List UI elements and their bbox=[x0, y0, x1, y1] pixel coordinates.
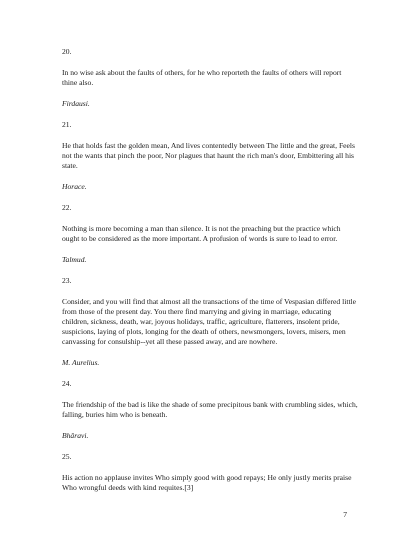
quote-text: Consider, and you will find that almost all the transactions of the time of Vespasian differed little from those of the present day. You there find marrying and giving in marriage, educating children, sickness, death, war, joyous holidays, traffic, agriculture, flatterers, insolent pride, suspicions, laying of plots, longing for the death of others, newsmongers, lovers, misers, men canvassing for consulship--yet all these passed away, and are nowhere. bbox=[62, 297, 357, 346]
quote-text: Nothing is more becoming a man than silence. It is not the preaching but the practice which ought to be considered as the more important. A profusion of words is sure to lead to error. bbox=[62, 224, 341, 243]
quote-text: He that holds fast the golden mean, And lives contentedly between The little and the great, Feels not the wants that pinch the poor, Nor plagues that haunt the rich man's door, Embittering all his state. bbox=[62, 141, 355, 170]
entry-number: 24. bbox=[62, 379, 72, 388]
quote-author: M. Aurelius. bbox=[62, 358, 100, 367]
page-number: 7 bbox=[343, 510, 347, 519]
entry-number: 21. bbox=[62, 120, 72, 129]
entry-number: 25. bbox=[62, 452, 72, 461]
quote-author: Firdausi. bbox=[62, 99, 90, 108]
quote-text: The friendship of the bad is like the shade of some precipitous bank with crumbling sides, which, falling, buries him who is beneath. bbox=[62, 400, 358, 419]
document-page bbox=[62, 47, 358, 504]
quote-entry-25 bbox=[62, 452, 358, 493]
quote-author: Talmud. bbox=[62, 255, 87, 264]
quote-entry-21 bbox=[62, 120, 358, 192]
quote-entry-22 bbox=[62, 203, 358, 265]
quote-entry-24 bbox=[62, 379, 358, 441]
quote-entry-20 bbox=[62, 47, 358, 109]
quote-text: In no wise ask about the faults of others, for he who reporteth the faults of others will report thine also. bbox=[62, 68, 342, 87]
entry-number: 23. bbox=[62, 276, 72, 285]
quote-text: His action no applause invites Who simply good with good repays; He only justly merits praise Who wrongful deeds with kind requites.[3] bbox=[62, 473, 352, 492]
quote-author: Horace. bbox=[62, 182, 87, 191]
quote-entry-23 bbox=[62, 276, 358, 368]
entry-number: 20. bbox=[62, 47, 72, 56]
entry-number: 22. bbox=[62, 203, 72, 212]
quote-author: Bhâravi. bbox=[62, 431, 89, 440]
